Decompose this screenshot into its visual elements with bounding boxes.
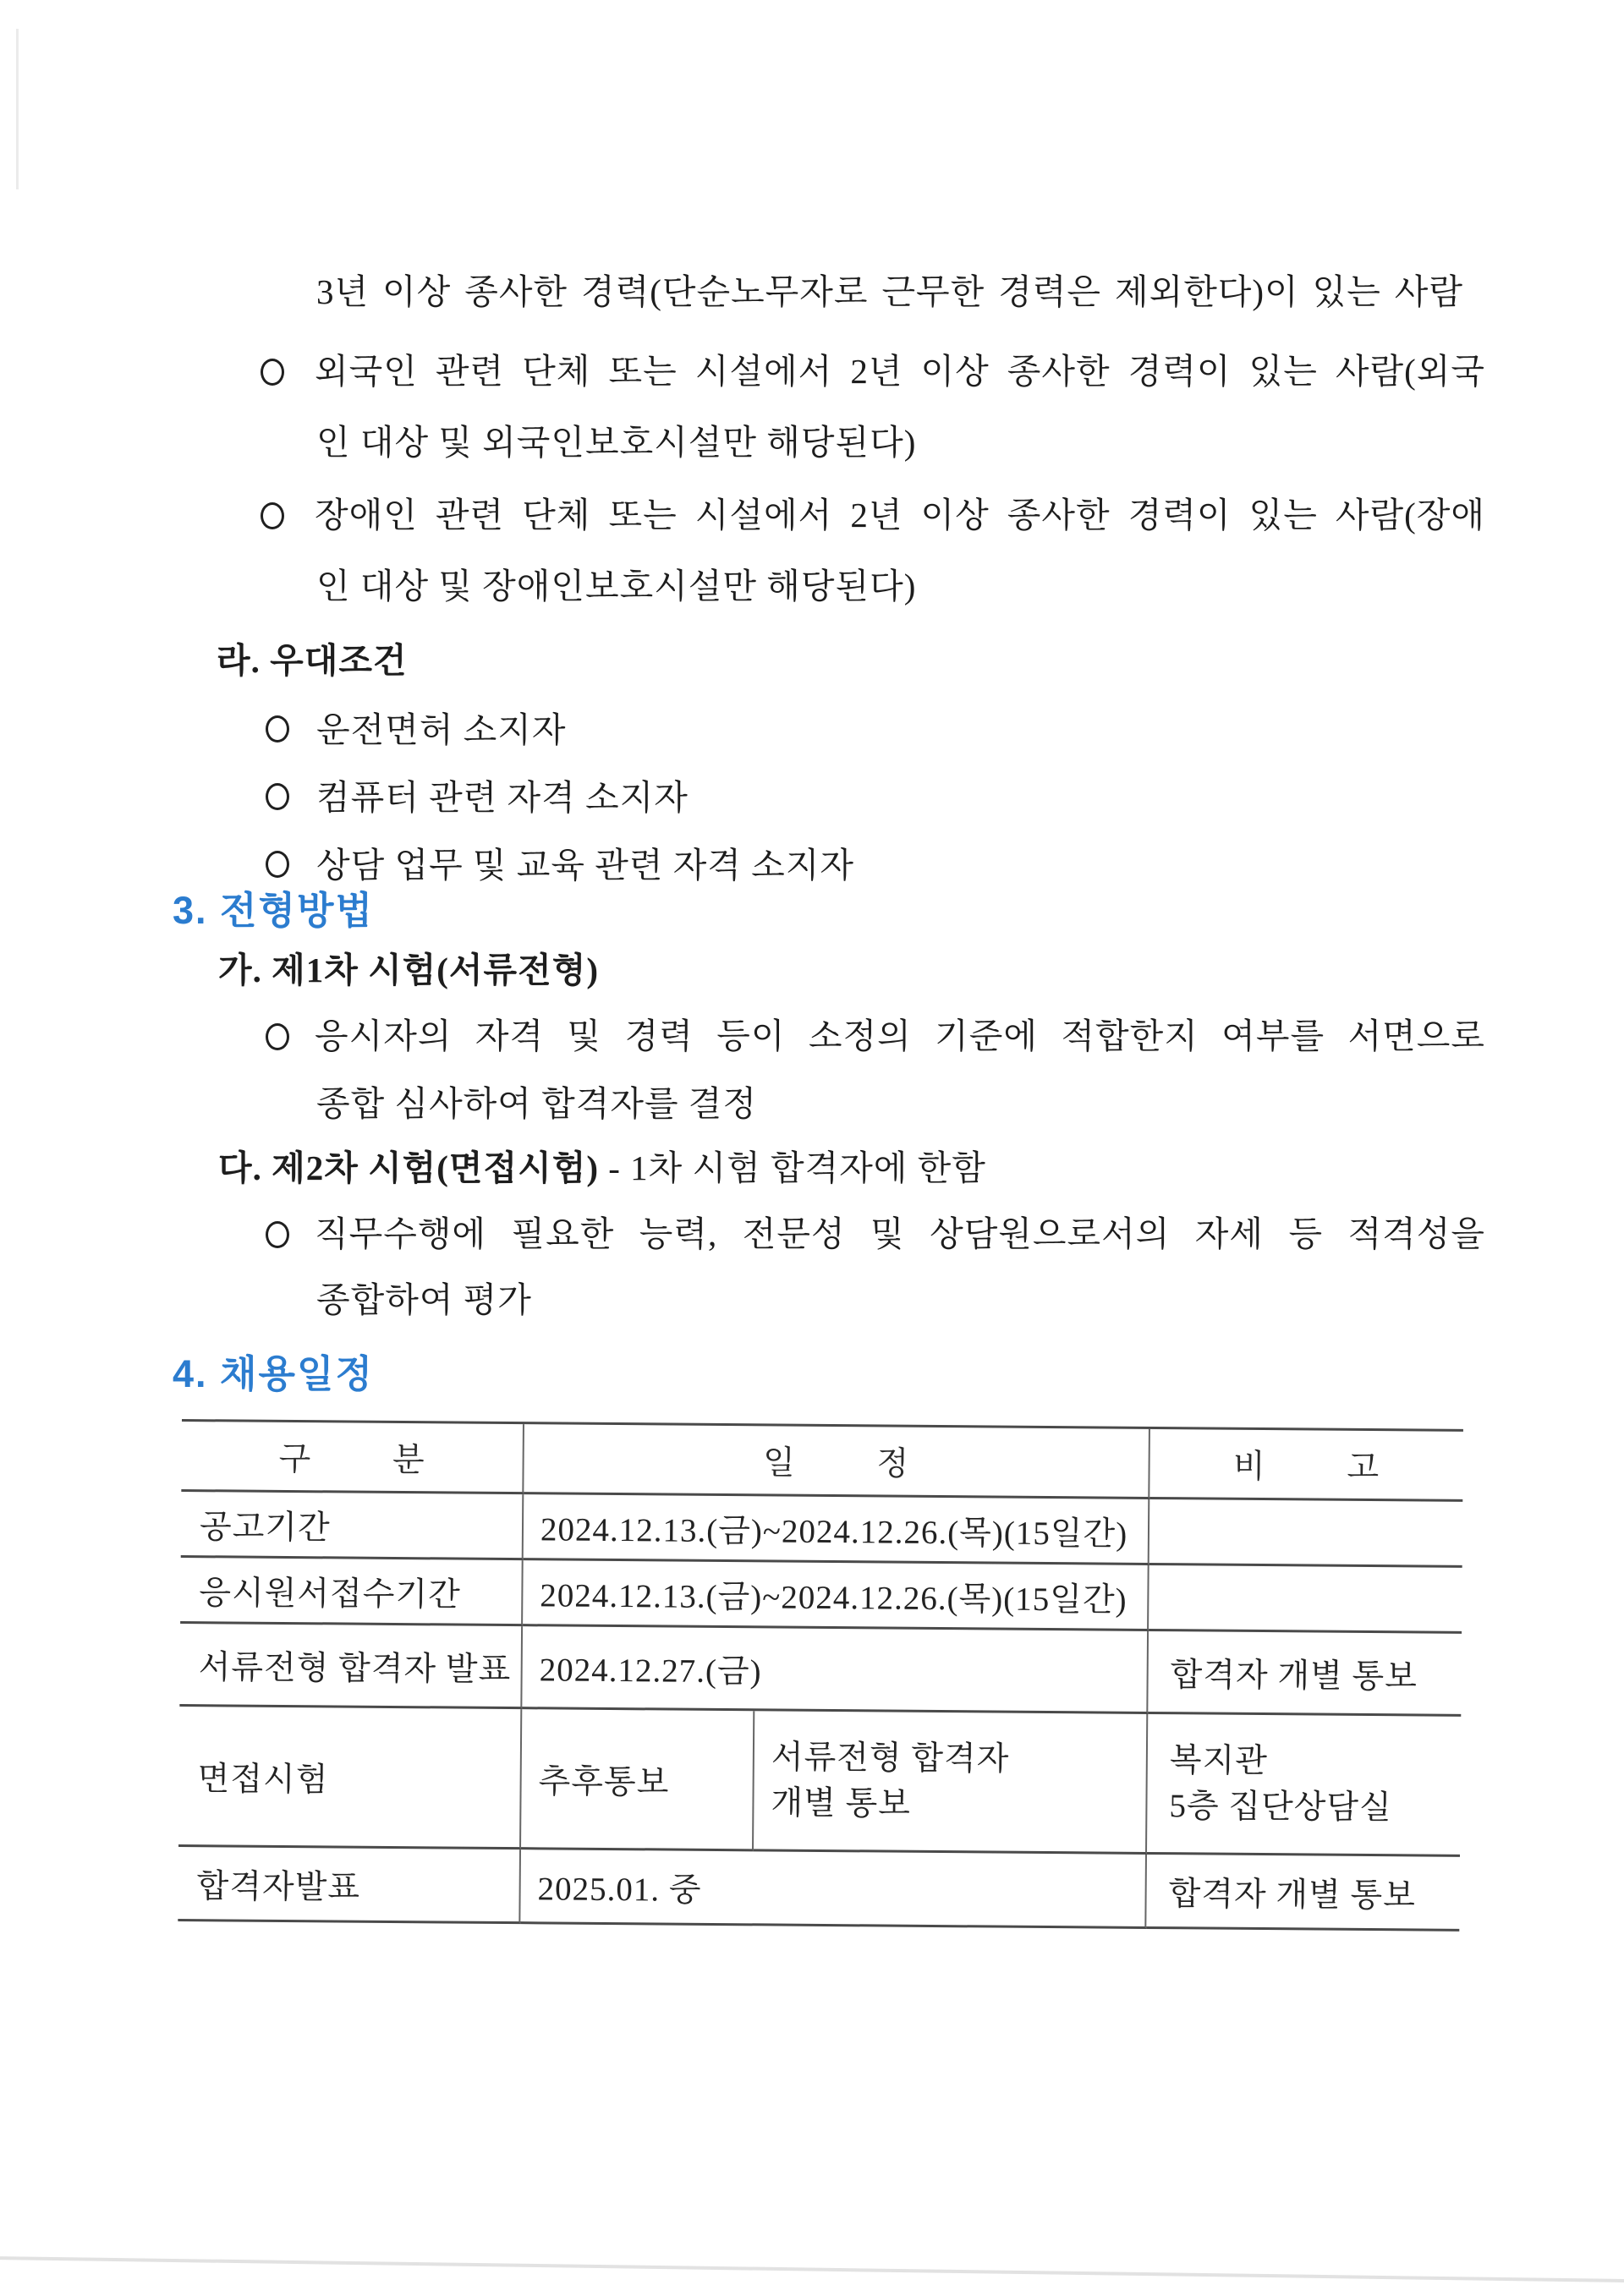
second-exam-desc-line1: 직무수행에 필요한 능력, 전문성 및 상담원으로서의 자세 등 적격성을 [315, 1214, 1485, 1253]
table-row-schedule: 2025.01. 중 [520, 1849, 1147, 1929]
second-exam-heading-suffix: - 1차 시험 합격자에 한함 [599, 1148, 986, 1187]
scan-edge-artifact [16, 29, 19, 189]
circle-bullet-icon [261, 502, 284, 529]
first-exam-desc-line1: 응시자의 자격 및 경력 등이 소정의 기준에 적합한지 여부를 서면으로 [315, 1016, 1485, 1055]
second-exam-heading-bold: 다. 제2차 시험(면접시험) [218, 1148, 600, 1187]
preference-item: 컴퓨터 관련 자격 소지자 [316, 778, 689, 817]
qualification-foreign-line1: 외국인 관련 단체 또는 시설에서 2년 이상 종사한 경력이 있는 사람(외국 [315, 352, 1485, 391]
table-row-schedule: 2024.12.13.(금)~2024.12.26.(목)(15일간) [523, 1560, 1149, 1631]
circle-bullet-icon [266, 715, 289, 743]
circle-bullet-icon [266, 1221, 289, 1248]
preference-item: 상담 업무 및 교육 관련 자격 소지자 [316, 846, 854, 885]
table-row-schedule: 2024.12.13.(금)~2024.12.26.(목)(15일간) [524, 1494, 1150, 1565]
table-row-note: 합격자 개별 통보 [1148, 1631, 1462, 1717]
table-row-note [1149, 1499, 1463, 1568]
first-exam-desc-line2: 종합 심사하여 합격자를 결정 [316, 1084, 758, 1123]
second-exam-heading [218, 1143, 986, 1192]
table-row-label: 면접시험 [178, 1707, 522, 1849]
table-row-note: 합격자 개별 통보 [1146, 1855, 1460, 1932]
qualification-disabled-line2: 인 대상 및 장애인보호시설만 해당된다) [316, 567, 917, 606]
section4-heading: 4. 채용일정 [173, 1352, 374, 1395]
table-header-category: 구 분 [181, 1422, 524, 1494]
table-header-note: 비 고 [1149, 1429, 1463, 1502]
schedule-table [178, 1419, 1463, 1932]
qualification-disabled-line1: 장애인 관련 단체 또는 시설에서 2년 이상 종사한 경력이 있는 사람(장애 [315, 496, 1485, 534]
table-row-schedule-sub: 서류전형 합격자 개별 통보 [754, 1711, 1148, 1855]
preference-heading: 라. 우대조건 [217, 641, 408, 680]
table-row-note [1149, 1565, 1462, 1634]
section3-heading: 3. 전형방법 [173, 889, 374, 932]
circle-bullet-icon [261, 359, 284, 386]
scan-bottom-artifact [0, 2256, 1624, 2282]
circle-bullet-icon [266, 1023, 289, 1050]
table-row-schedule: 2024.12.27.(금) [522, 1626, 1149, 1714]
table-row-label: 합격자발표 [178, 1847, 521, 1924]
table-row-label: 응시원서접수기간 [180, 1558, 524, 1626]
circle-bullet-icon [266, 783, 289, 810]
table-row-note: 복지관 5층 집단상담실 [1147, 1714, 1461, 1857]
first-exam-heading: 가. 제1차 시험(서류전형) [218, 951, 600, 989]
table-row-label: 서류전형 합격자 발표 [179, 1624, 523, 1709]
preference-item: 운전면허 소지자 [316, 710, 567, 749]
second-exam-desc-line2: 종합하여 평가 [316, 1280, 532, 1319]
table-row-schedule: 추후통보 [521, 1709, 754, 1851]
table-row-label: 공고기간 [181, 1492, 524, 1560]
circle-bullet-icon [266, 851, 289, 878]
qualification-foreign-line2: 인 대상 및 외국인보호시설만 해당된다) [316, 423, 917, 462]
table-header-schedule: 일 정 [524, 1424, 1150, 1499]
qualification-carryover-line: 3년 이상 종사한 경력(단순노무자로 근무한 경력은 제외한다)이 있는 사람 [316, 272, 1463, 311]
